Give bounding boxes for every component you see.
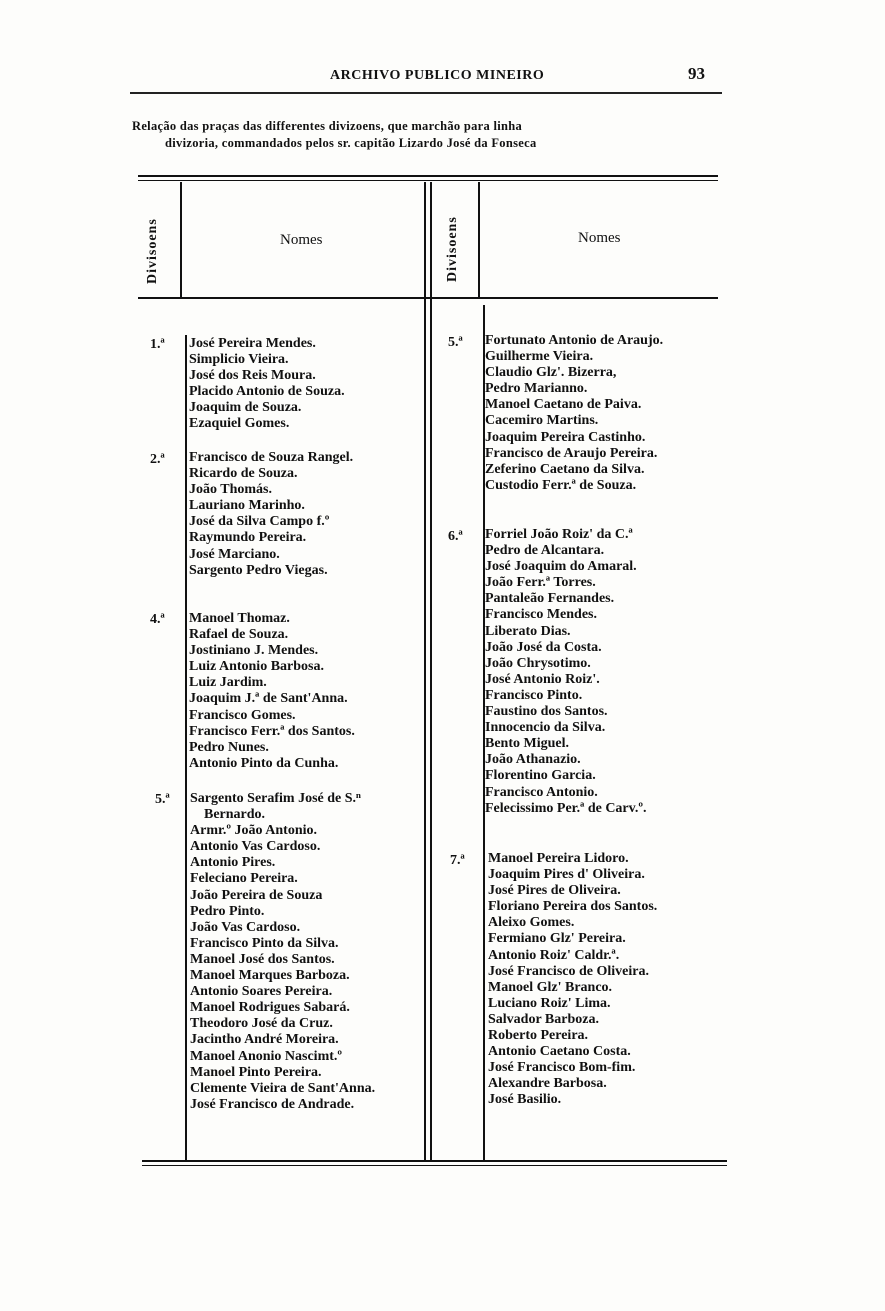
name-entry: Bernardo.: [204, 807, 266, 823]
name-entry: Guilherme Vieira.: [485, 349, 594, 365]
name-entry: Armr.º João Antonio.: [190, 823, 317, 839]
name-entry: Francisco de Araujo Pereira.: [485, 445, 658, 461]
name-entry: Salvador Barboza.: [488, 1011, 599, 1027]
name-entry: Manoel José dos Santos.: [190, 951, 335, 967]
name-entry: José Pires de Oliveira.: [488, 883, 621, 899]
name-entry: Antonio Pinto da Cunha.: [189, 755, 339, 771]
name-entry: José da Silva Campo f.º: [189, 514, 330, 530]
name-entry: Forriel João Roiz' da C.ª: [485, 527, 633, 542]
name-entry: Manoel Pereira Lidoro.: [488, 851, 629, 866]
col-header-divisoens-left: Divisoens: [145, 218, 160, 284]
col-rule-left-div-body: [185, 335, 187, 1160]
table-bottom-rule: [142, 1160, 727, 1162]
division-label: 5.ª: [448, 335, 463, 350]
name-entry: Pedro Nunes.: [189, 739, 269, 755]
name-entry: Antonio Roiz' Caldr.ª.: [488, 947, 620, 963]
table-bottom-rule-double: [142, 1165, 727, 1166]
name-entry: João Thomás.: [189, 482, 272, 498]
name-entry: Luciano Roiz' Lima.: [488, 995, 611, 1011]
name-entry: José Francisco de Oliveira.: [488, 963, 649, 979]
name-entry: Clemente Vieira de Sant'Anna.: [190, 1080, 376, 1096]
page-header-title: ARCHIVO PUBLICO MINEIRO: [330, 68, 545, 83]
table-top-rule: [138, 175, 718, 177]
name-entry: José Basilio.: [488, 1092, 562, 1108]
name-entry: Francisco Mendes.: [485, 607, 597, 623]
name-entry: Pedro de Alcantara.: [485, 543, 605, 559]
name-list: [189, 336, 345, 433]
name-entry: Theodoro José da Cruz.: [190, 1016, 333, 1032]
col-rule-left-div: [180, 182, 182, 297]
name-entry: Antonio Vas Cardoso.: [190, 839, 321, 855]
name-entry: Sargento Pedro Viegas.: [189, 562, 328, 578]
name-list: [485, 333, 663, 494]
name-entry: Claudio Glz'. Bizerra,: [485, 365, 617, 381]
name-entry: Faustino dos Santos.: [485, 704, 608, 720]
name-entry: Innocencio da Silva.: [485, 720, 606, 736]
name-list: [488, 851, 657, 1109]
name-entry: Pedro Marianno.: [485, 381, 588, 397]
division-label: 1.ª: [150, 337, 165, 352]
name-entry: Roberto Pereira.: [488, 1028, 589, 1044]
name-entry: Jostiniano J. Mendes.: [189, 643, 319, 659]
col-header-divisoens-right: Divisoens: [445, 216, 460, 282]
name-entry: Antonio Pires.: [190, 855, 276, 871]
name-entry: Joaquim J.ª de Sant'Anna.: [189, 691, 348, 707]
name-list: [189, 611, 355, 772]
name-entry: Simplicio Vieira.: [189, 352, 289, 368]
name-entry: Luiz Jardim.: [189, 675, 267, 691]
division-label: 4.ª: [150, 612, 165, 627]
name-entry: José Joaquim do Amaral.: [485, 559, 637, 575]
name-entry: Francisco Pinto da Silva.: [190, 935, 339, 951]
name-entry: Fortunato Antonio de Araujo.: [485, 333, 664, 348]
name-entry: Antonio Caetano Costa.: [488, 1044, 631, 1060]
name-entry: Manoel Marques Barboza.: [190, 968, 350, 984]
name-entry: Luiz Antonio Barbosa.: [189, 659, 324, 675]
name-entry: José dos Reis Moura.: [189, 368, 316, 384]
page-number: 93: [688, 64, 705, 83]
name-entry: Pedro Pinto.: [190, 903, 265, 919]
table-top-rule-double: [138, 180, 718, 181]
name-entry: Custodio Ferr.ª de Souza.: [485, 477, 637, 493]
division-label: 6.ª: [448, 529, 463, 544]
name-entry: João Ferr.ª Torres.: [485, 575, 596, 591]
name-entry: José Antonio Roiz'.: [485, 671, 600, 687]
name-entry: Placido Antonio de Souza.: [189, 384, 345, 400]
name-entry: Joaquim Pires d' Oliveira.: [488, 867, 645, 883]
name-entry: Antonio Soares Pereira.: [190, 984, 333, 1000]
name-entry: Feleciano Pereira.: [190, 871, 298, 887]
name-entry: Cacemiro Martins.: [485, 413, 599, 429]
name-entry: Lauriano Marinho.: [189, 498, 305, 514]
division-label: 7.ª: [450, 853, 465, 868]
name-entry: Manoel Anonio Nascimt.º: [190, 1048, 343, 1064]
name-entry: Francisco de Souza Rangel.: [189, 450, 354, 465]
name-entry: Felecissimo Per.ª de Carv.º.: [485, 800, 647, 816]
name-entry: Manoel Caetano de Paiva.: [485, 397, 642, 413]
name-list: [485, 527, 647, 817]
name-entry: Fermiano Glz' Pereira.: [488, 931, 626, 947]
name-entry: Manoel Glz' Branco.: [488, 979, 613, 995]
name-entry: Alexandre Barbosa.: [488, 1076, 607, 1092]
name-entry: Bento Miguel.: [485, 736, 569, 752]
caption-line-1: Relação das praças das differentes divizoens, que marchão para linha: [132, 119, 523, 133]
col-header-nomes-left: Nomes: [280, 232, 323, 248]
name-entry: Ricardo de Souza.: [189, 466, 298, 482]
name-entry: João Athanazio.: [485, 752, 581, 768]
name-entry: Joaquim Pereira Castinho.: [485, 429, 646, 445]
name-entry: Liberato Dias.: [485, 623, 571, 639]
name-entry: Pantaleão Fernandes.: [485, 591, 615, 607]
name-entry: Francisco Ferr.ª dos Santos.: [189, 723, 355, 739]
name-entry: Zeferino Caetano da Silva.: [485, 461, 645, 477]
name-entry: Aleixo Gomes.: [488, 915, 575, 931]
name-entry: Sargento Serafim José de S.ⁿ: [190, 791, 361, 806]
name-entry: Raymundo Pereira.: [189, 530, 307, 546]
name-entry: João José da Costa.: [485, 639, 602, 655]
name-entry: José Francisco Bom-fim.: [488, 1060, 636, 1076]
name-entry: Manoel Rodrigues Sabará.: [190, 1000, 350, 1016]
name-entry: Francisco Pinto.: [485, 687, 583, 703]
col-rule-middle-b: [430, 182, 432, 1160]
name-entry: José Francisco de Andrade.: [190, 1096, 355, 1112]
name-entry: Florentino Garcia.: [485, 768, 596, 784]
name-entry: Joaquim de Souza.: [189, 400, 302, 416]
col-rule-middle-a: [424, 182, 426, 1160]
name-entry: Manoel Pinto Pereira.: [190, 1064, 322, 1080]
name-list: [189, 450, 353, 579]
division-label: 2.ª: [150, 452, 165, 467]
name-entry: José Marciano.: [189, 546, 280, 562]
name-entry: Ezaquiel Gomes.: [189, 416, 290, 432]
name-entry: Floriano Pereira dos Santos.: [488, 899, 658, 915]
name-entry: Jacintho André Moreira.: [190, 1032, 339, 1048]
col-header-nomes-right: Nomes: [578, 230, 621, 246]
col-rule-right-div: [478, 182, 480, 297]
name-entry: João Pereira de Souza: [190, 887, 323, 903]
name-entry: Rafael de Souza.: [189, 627, 289, 643]
name-entry: João Chrysotimo.: [485, 655, 591, 671]
name-entry: Francisco Antonio.: [485, 784, 598, 800]
division-label: 5.ª: [155, 792, 170, 807]
caption-line-2: divizoria, commandados pelos sr. capitão Lizardo José da Fonseca: [165, 136, 537, 150]
name-entry: Manoel Thomaz.: [189, 611, 290, 626]
table-header-rule: [138, 297, 718, 299]
name-entry: José Pereira Mendes.: [189, 336, 316, 351]
name-entry: Francisco Gomes.: [189, 707, 296, 723]
name-entry: João Vas Cardoso.: [190, 919, 301, 935]
name-list: [190, 791, 375, 1113]
